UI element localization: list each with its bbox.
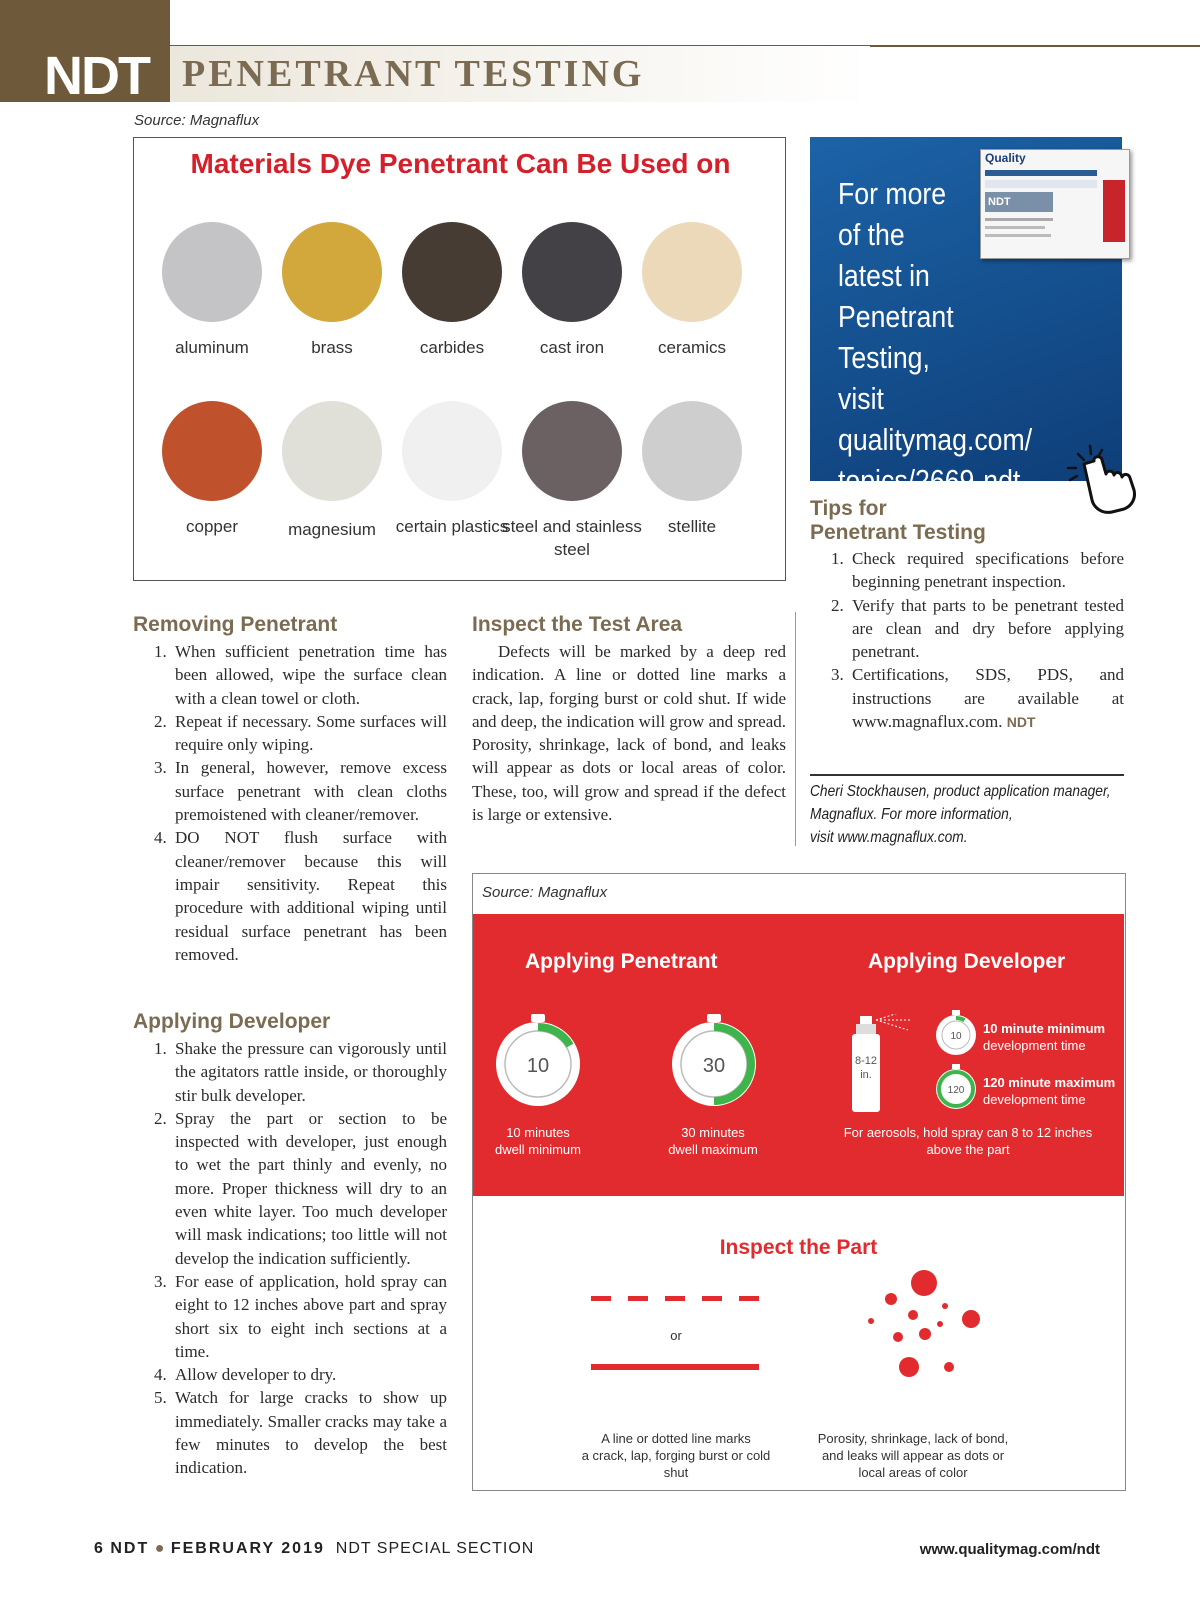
- developer-item-4: 4. Allow developer to dry.: [171, 1363, 447, 1386]
- promo-text: For more of the latest in Penetrant Testing, visit qualitymag.com/ topics/2669-ndt: [838, 176, 1033, 498]
- materials-source: Source: Magnaflux: [134, 112, 260, 129]
- material-label: aluminum: [175, 338, 249, 357]
- material-label: stellite: [667, 517, 717, 536]
- dotted-line-indication: [591, 1292, 761, 1306]
- dev-timer1-line1: 10 minute minimum: [983, 1021, 1106, 1036]
- dev-timer2-line2: development time: [983, 1092, 1086, 1107]
- removing-item-3: 3. In general, however, remove excess surface penetrant with clean cloths premoistened with cleaner/remover.: [171, 756, 447, 826]
- dev-timer2-caption: [983, 1074, 1118, 1108]
- pointing-hand-icon: [1060, 440, 1140, 520]
- timer1-line2: dwell minimum: [495, 1142, 581, 1157]
- material-label: carbides: [419, 338, 485, 357]
- dots-caption: [803, 1430, 1023, 1481]
- removing-item-2: 2. Repeat if necessary. Some surfaces will require only wiping.: [171, 710, 447, 757]
- thumbnail-nav: [985, 170, 1097, 176]
- inspect-part-title: Inspect the Part: [719, 1236, 878, 1259]
- infographic-source: Source: Magnaflux: [482, 884, 608, 901]
- tips-list: [810, 547, 1124, 734]
- footer-mag: NDT: [110, 1540, 150, 1557]
- thumbnail-banner: [985, 180, 1097, 188]
- tips-item-3-text: Certifications, SDS, PDS, and instructions are available at www.magnaflux.com.: [852, 665, 1124, 732]
- tips-heading-line1: Tips for: [810, 497, 887, 520]
- thumbnail-ad: [1103, 180, 1125, 242]
- line-caption: [571, 1430, 781, 1481]
- material-swatch: [402, 222, 502, 322]
- author-rule: [810, 774, 1124, 776]
- timer1-caption: [478, 1124, 598, 1158]
- thumbnail-line: [985, 234, 1051, 237]
- tips-heading-line2: Penetrant Testing: [810, 521, 986, 544]
- inspect-heading: Inspect the Test Area: [472, 613, 683, 636]
- tips-item-3: [848, 663, 1124, 734]
- applying-developer-title: Applying Developer: [868, 950, 1066, 973]
- thumbnail-line: [985, 226, 1045, 229]
- footer-date: FEBRUARY 2019: [170, 1540, 325, 1557]
- timer1-line1: 10 minutes: [506, 1125, 570, 1140]
- material-label: ceramics: [657, 338, 726, 357]
- dev-timer1-caption: [983, 1020, 1113, 1054]
- aerosol-line2: above the part: [926, 1142, 1010, 1157]
- material-label: brass: [311, 338, 353, 357]
- application-panel: [473, 914, 1124, 1196]
- tips-heading: [810, 497, 986, 545]
- timer-value: 120: [947, 1085, 965, 1096]
- material-swatch: [402, 401, 502, 501]
- timer2-line2: dwell maximum: [668, 1142, 758, 1157]
- bullet-dot-icon: ●: [154, 1540, 166, 1557]
- removing-item-4: 4. DO NOT flush surface with cleaner/remover because this will impair sensitivity. Repeat this procedure with additional wiping until residual surface penetrant has been removed.: [171, 826, 447, 966]
- thumbnail-line: [985, 218, 1053, 221]
- thumbnail-brand: Quality: [985, 151, 1026, 165]
- material-label: certain plastics: [395, 517, 509, 536]
- footer-section: NDT SPECIAL SECTION: [335, 1540, 535, 1557]
- aerosol-caption: [828, 1124, 1108, 1158]
- column-divider: [795, 612, 796, 846]
- timer-value: 30: [702, 1055, 726, 1077]
- applying-penetrant-title: Applying Penetrant: [525, 950, 718, 973]
- dots-caption-1: Porosity, shrinkage, lack of bond,: [817, 1431, 1009, 1446]
- line-caption-2: a crack, lap, forging burst or cold: [581, 1448, 771, 1463]
- material-label: copper: [186, 517, 238, 536]
- developer-heading: Applying Developer: [133, 1010, 331, 1033]
- line-caption-3: shut: [663, 1465, 689, 1480]
- material-swatch: [282, 222, 382, 322]
- dwell-timer-30: [669, 1014, 759, 1110]
- or-label: or: [670, 1328, 682, 1343]
- material-label: cast iron: [539, 338, 605, 357]
- developer-item-5: 5. Watch for large cracks to show up immediately. Smaller cracks may take a few minutes to develop the best indication.: [171, 1386, 447, 1479]
- developer-list: [133, 1037, 447, 1480]
- dev-timer-120: [933, 1064, 979, 1110]
- materials-figure: [133, 137, 786, 581]
- tips-item-2: 2. Verify that parts to be penetrant tested are clean and dry before applying penetrant.: [848, 594, 1124, 664]
- author-line1: Cheri Stockhausen, product application manager,: [810, 783, 1111, 800]
- website-thumbnail: [980, 149, 1130, 259]
- material-swatch: [642, 222, 742, 322]
- dots-caption-2: and leaks will appear as dots or: [821, 1448, 1005, 1463]
- end-mark: NDT: [1006, 714, 1036, 731]
- developer-item-3: 3. For ease of application, hold spray can eight to 12 inches above part and spray short six to eight inch sections at a time.: [171, 1270, 447, 1363]
- timer-value: 10: [526, 1055, 550, 1077]
- material-label: steel and stainless steel: [502, 517, 642, 559]
- process-infographic: [472, 873, 1126, 1491]
- developer-item-1: 1. Shake the pressure can vigorously until the agitators rattle inside, or thoroughly stir bulk developer.: [171, 1037, 447, 1107]
- dev-timer-10: [933, 1010, 979, 1056]
- removing-heading: Removing Penetrant: [133, 613, 338, 636]
- dwell-timer-10: [493, 1014, 583, 1110]
- timer-value: 10: [950, 1031, 962, 1042]
- material-swatch: [162, 401, 262, 501]
- material-swatch: [522, 401, 622, 501]
- thumbnail-badge: NDT: [985, 192, 1053, 212]
- header-logo: NDT: [44, 46, 149, 106]
- material-swatch: [642, 401, 742, 501]
- aerosol-line1: For aerosols, hold spray can 8 to 12 inches: [843, 1125, 1093, 1140]
- dev-timer2-line1: 120 minute maximum: [983, 1075, 1116, 1090]
- can-label-2: in.: [860, 1069, 872, 1081]
- material-swatch: [162, 222, 262, 322]
- header-title: PENETRANT TESTING: [182, 53, 645, 95]
- line-caption-1: A line or dotted line marks: [601, 1431, 751, 1446]
- timer-progress-arc: [956, 1018, 964, 1020]
- timer2-line1: 30 minutes: [681, 1125, 745, 1140]
- dots-indication: [861, 1269, 981, 1379]
- spray-can-icon: [848, 1014, 918, 1114]
- promo-panel[interactable]: [810, 137, 1122, 498]
- can-label-1: 8-12: [854, 1055, 878, 1067]
- solid-line-indication: [591, 1362, 761, 1372]
- removing-item-1: 1. When sufficient penetration time has been allowed, wipe the surface clean with a clean towel or cloth.: [171, 640, 447, 710]
- materials-title: Materials Dye Penetrant Can Be Used on: [190, 148, 731, 179]
- developer-item-2: 2. Spray the part or section to be inspected with developer, just enough to wet the part thinly and evenly, no more. Proper thickness will dry to an even white layer. Too much developer will mask indications; too little will not develop the indication sufficiently.: [171, 1107, 447, 1270]
- material-swatch: [522, 222, 622, 322]
- author-line2: Magnaflux. For more information,: [810, 806, 1013, 823]
- dev-timer1-line2: development time: [983, 1038, 1086, 1053]
- dots-caption-3: local areas of color: [858, 1465, 968, 1480]
- tips-item-1: 1. Check required specifications before beginning penetrant inspection.: [848, 547, 1124, 594]
- material-swatch: [282, 401, 382, 501]
- inspect-text: Defects will be marked by a deep red indication. A line or dotted line marks a crack, lap, forging burst or cold shut. If wide and deep, the indication will grow and spread. Porosity, shrinkage, lack of bond, and leaks will appear as dots or local areas of color. These, too, will grow and spread if the defect is large or extensive.: [472, 642, 786, 825]
- author-bio: [810, 780, 1130, 849]
- removing-list: [133, 640, 447, 966]
- material-label: magnesium: [288, 520, 376, 539]
- author-line3: visit www.magnaflux.com.: [810, 829, 968, 846]
- footer-url[interactable]: www.qualitymag.com/ndt: [919, 1541, 1100, 1558]
- timer2-caption: [653, 1124, 773, 1158]
- footer-page: 6: [94, 1540, 105, 1557]
- footer-folio: [94, 1540, 534, 1558]
